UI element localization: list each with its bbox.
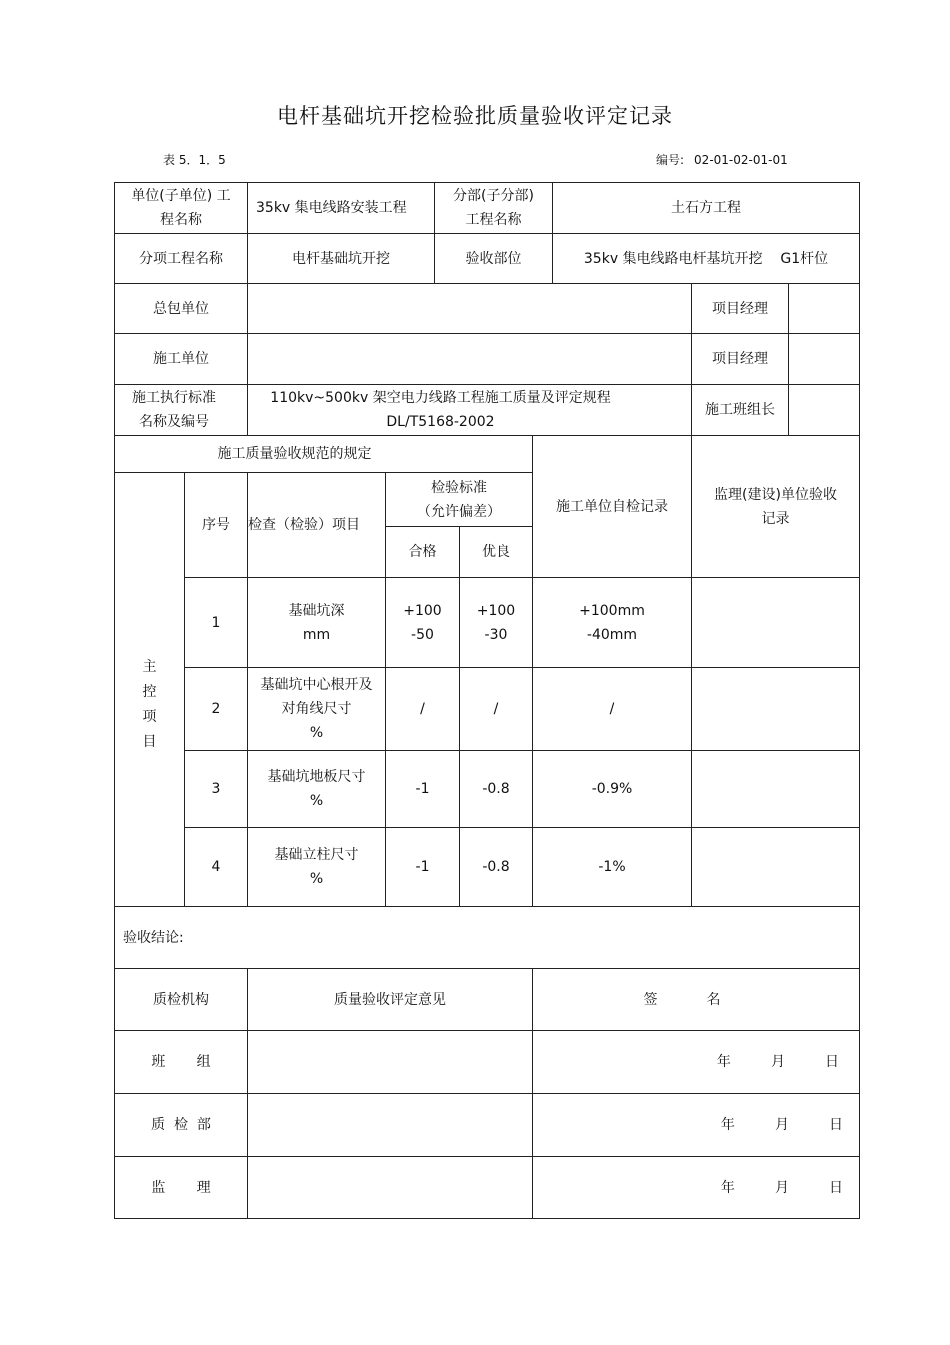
row-2-no: 2 xyxy=(211,701,221,717)
row-4-good: -0.8 xyxy=(482,859,510,875)
row-1-no: 1 xyxy=(211,614,221,631)
part-value: 35kv 集电线路电杆基坑开挖 G1杆位 xyxy=(583,250,829,267)
row-2-pass: / xyxy=(420,701,425,717)
col-signature: 签 名 xyxy=(643,991,721,1008)
col-no: 序号 xyxy=(202,517,230,533)
sub-label: 分部(子分部) 工程名称 xyxy=(453,188,534,228)
col-self-check: 施工单位自检记录 xyxy=(556,498,668,515)
row-1-good: +100 -30 xyxy=(476,602,516,643)
unit-label: 单位(子单位) 工 程名称 xyxy=(131,188,231,228)
unit-value: 35kv 集电线路安装工程 xyxy=(256,200,407,216)
date-qc-dept: 年 月 日 xyxy=(720,1117,843,1133)
row-3-pass: -1 xyxy=(415,781,430,797)
row-3-good: -0.8 xyxy=(482,781,510,797)
col-qc-org: 质检机构 xyxy=(153,991,209,1008)
row-2-item: 基础坑中心根开及 对角线尺寸 % xyxy=(260,677,373,741)
row-3-no: 3 xyxy=(211,781,221,797)
row-4-no: 4 xyxy=(211,859,221,875)
col-standard: 检验标准 （允许偏差） xyxy=(417,479,501,520)
standard-value: 110kv~500kv 架空电力线路工程施工质量及评定规程 DL/T5168-2002 xyxy=(270,390,611,430)
row-4-pass: -1 xyxy=(415,859,430,875)
row-1-item: 基础坑深 mm xyxy=(288,602,345,643)
contractor-label: 施工单位 xyxy=(153,351,209,367)
row-1-pass: +100 -50 xyxy=(403,602,442,643)
code-label: 编号: xyxy=(656,153,685,167)
main-control-label: 主 控 项 目 xyxy=(142,658,157,750)
row-2-good: / xyxy=(493,701,499,717)
row-1-self: +100mm -40mm xyxy=(579,602,645,643)
org-supervision: 监 理 xyxy=(151,1179,211,1196)
conclusion-label: 验收结论: xyxy=(123,929,184,946)
col-good: 优良 xyxy=(482,544,510,560)
row-3-self: -0.9% xyxy=(591,781,633,797)
document-title: 电杆基础坑开挖检验批质量验收评定记录 xyxy=(277,104,673,128)
table-number: 表 5．1．5 xyxy=(163,153,226,167)
col-opinion: 质量验收评定意见 xyxy=(334,991,446,1008)
part-label: 验收部位 xyxy=(465,250,522,267)
item-value: 电杆基础坑开挖 xyxy=(292,250,390,267)
row-3-item: 基础坑地板尺寸 % xyxy=(267,769,366,809)
org-qc-dept: 质 检 部 xyxy=(151,1117,211,1133)
project-manager-label-2: 项目经理 xyxy=(712,351,768,367)
project-manager-label-1: 项目经理 xyxy=(712,300,768,317)
spec-section-title: 施工质量验收规范的规定 xyxy=(217,446,372,462)
item-label: 分项工程名称 xyxy=(139,250,223,267)
code-value: 02-01-02-01-01 xyxy=(694,153,788,167)
general-contractor-label: 总包单位 xyxy=(153,300,209,317)
date-supervision: 年 月 日 xyxy=(720,1179,843,1196)
row-4-self: -1% xyxy=(598,859,626,875)
col-pass: 合格 xyxy=(408,544,437,560)
sub-value: 土石方工程 xyxy=(671,200,741,216)
team-leader-label: 施工班组长 xyxy=(705,402,775,418)
org-team: 班 组 xyxy=(151,1054,211,1070)
col-supervisor: 监理(建设)单位验收 记录 xyxy=(714,486,837,527)
col-item: 检查（检验）项目 xyxy=(248,517,360,533)
row-4-item: 基础立柱尺寸 % xyxy=(274,847,359,887)
standard-label: 施工执行标准 名称及编号 xyxy=(132,390,216,430)
row-2-self: / xyxy=(609,701,615,717)
date-team: 年 月 日 xyxy=(716,1054,839,1070)
